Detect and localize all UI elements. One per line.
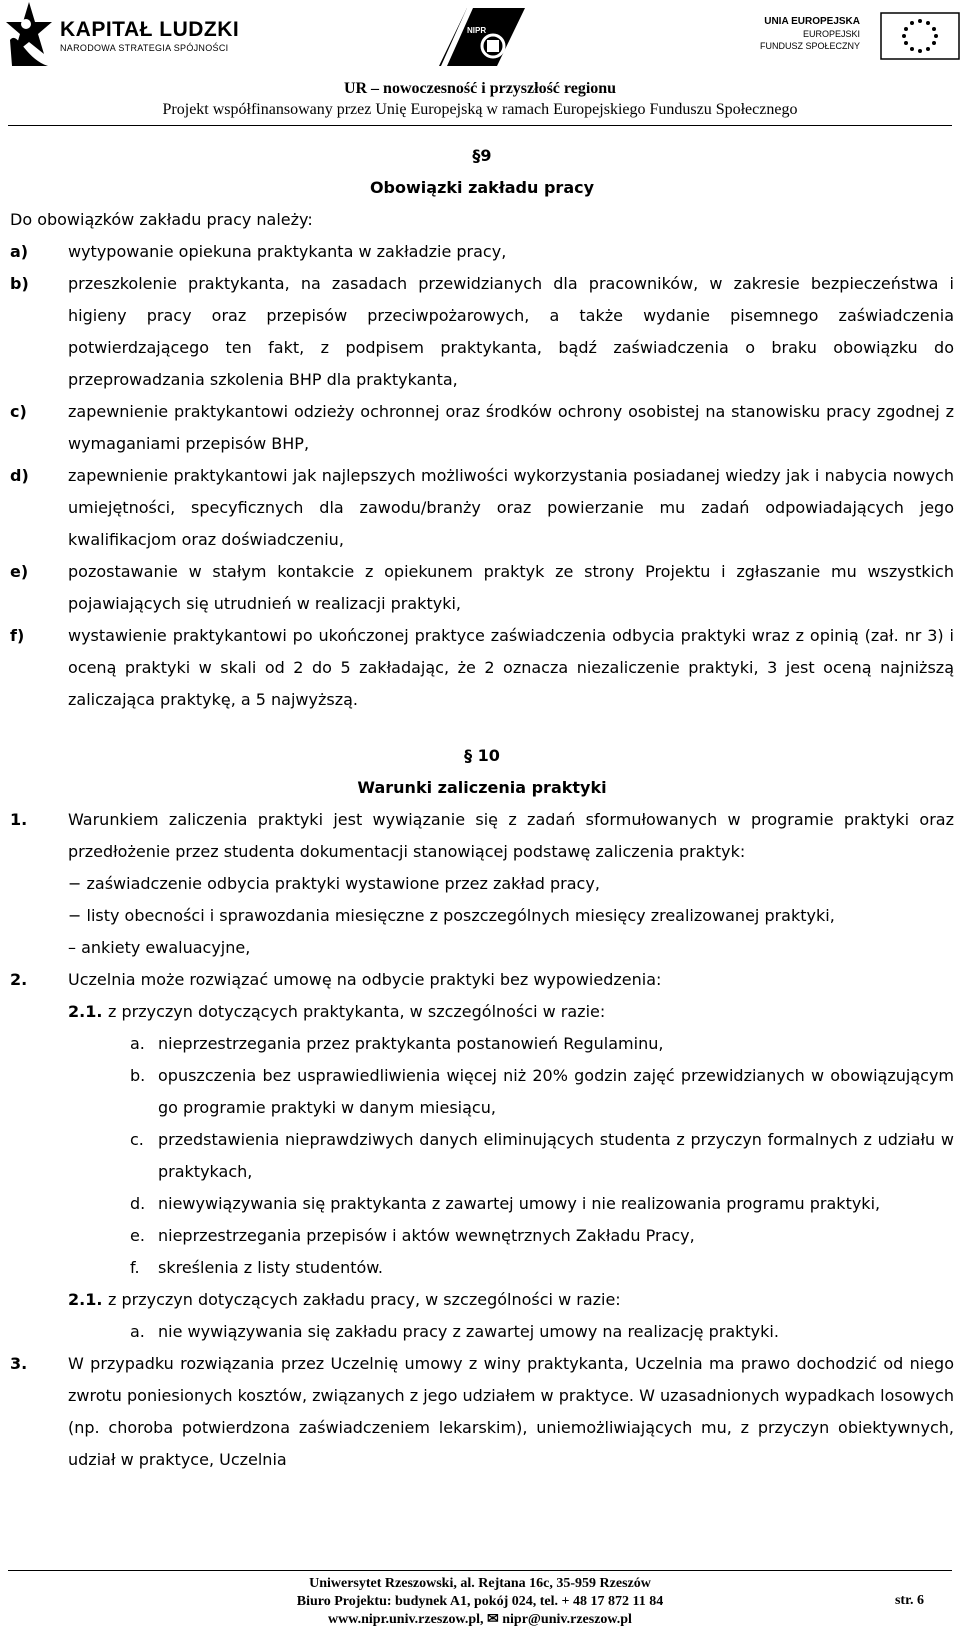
p21b-list-item-text: nie wywiązywania się zakładu pracy z zawartej umowy na realizację praktyki. [158, 1322, 779, 1341]
s10-point-2-1b [10, 1284, 954, 1316]
s9-list-item-text: pozostawanie w stałym kontakcie z opiekunem praktyk ze strony Projektu i zgłaszanie mu wszystkich pojawiających się utrudnień w realizacji praktyki, [68, 562, 954, 613]
header-line1: UR – nowoczesność i przyszłość regionu [343, 80, 617, 97]
p21a-list-item-label: e. [130, 1226, 145, 1245]
eu-line3: FUNDUSZ SPOŁECZNY [759, 41, 860, 51]
kapital-ludzki-title: KAPITAŁ LUDZKI [60, 18, 240, 41]
footer-divider [8, 1570, 952, 1571]
s10-point-2-1b-label: 2.1. [68, 1290, 103, 1309]
section-10-symbol: § 10 [464, 746, 500, 765]
s9-list-item-label: f) [10, 626, 25, 645]
p21b-list-item-label: a. [130, 1322, 145, 1341]
s10-point-3-label: 3. [10, 1354, 28, 1373]
p21a-list-item [10, 1188, 954, 1220]
s9-list-item-label: c) [10, 402, 27, 421]
s10-point-2-1a [10, 996, 954, 1028]
section-9-title: Obowiązki zakładu pracy [369, 178, 595, 197]
document-body [10, 140, 954, 1476]
s10-point-1-text: Warunkiem zaliczenia praktyki jest wywiązanie się z zadań sformułowanych w programie praktyki oraz przedłożenie przez studenta dokumentacji stanowiącej podstawę zaliczenia praktyk: [68, 810, 954, 861]
s10-point-2-1b-text: z przyczyn dotyczących zakładu pracy, w szczególności w razie: [108, 1290, 621, 1309]
s9-list-item [10, 396, 954, 460]
s9-list-item [10, 620, 954, 716]
section-10-title: Warunki zaliczenia praktyki [357, 778, 607, 797]
p21a-list-item-label: a. [130, 1034, 145, 1053]
p21a-list-item-text: nieprzestrzegania przepisów i aktów wewnętrznych Zakładu Pracy, [158, 1226, 695, 1245]
p21a-list-item-text: niewywiązywania się praktykanta z zawartej umowy i nie realizowania programu praktyki, [158, 1194, 881, 1213]
s10-dash-3: – ankiety ewaluacyjne, [68, 938, 251, 957]
s10-point-1-label: 1. [10, 810, 28, 829]
header-divider [8, 125, 952, 126]
s9-list-item [10, 236, 954, 268]
kapital-ludzki-star-icon [4, 0, 54, 70]
nipr-logo [427, 4, 527, 73]
p21a-list-item [10, 1252, 954, 1284]
p21a-list-item [10, 1060, 954, 1124]
section-9-intro: Do obowiązków zakładu pracy należy: [10, 210, 313, 229]
s10-point-2-1a-list [10, 1028, 954, 1284]
s9-list-item-text: wystawienie praktykantowi po ukończonej praktyce zaświadczenia odbycia praktyki wraz z opinią (zał. nr 3) i oceną praktyki w skali od 2 do 5 zakładając, że 2 oznacza niezaliczenie praktyki, 3 jest oceną najniższą zaliczająca praktykę, a 5 najwyższą. [68, 626, 954, 709]
nipr-label: NIPR [467, 26, 487, 35]
s10-point-2-1b-list [10, 1316, 954, 1348]
nipr-emblem-icon [427, 4, 527, 68]
p21a-list-item-text: nieprzestrzegania przez praktykanta postanowień Regulaminu, [158, 1034, 664, 1053]
p21a-list-item-label: c. [130, 1130, 144, 1149]
p21a-list-item-label: b. [130, 1066, 146, 1085]
p21a-list-item [10, 1220, 954, 1252]
s10-point-2-1a-label: 2.1. [68, 1002, 103, 1021]
p21a-list-item [10, 1124, 954, 1188]
footer-office: Biuro Projektu: budynek A1, pokój 024, tel. + 48 17 872 11 84 [296, 1594, 664, 1609]
s9-list-item-text: wytypowanie opiekuna praktykanta w zakładzie pracy, [68, 242, 507, 261]
s9-list-item-text: zapewnienie praktykantowi jak najlepszych możliwości wykorzystania posiadanej wiedzy jak i nabycia nowych umiejętności, specyficznych dla zawodu/branży oraz powierzanie mu zadań odpowiadających jego kwalifikacjom oraz doświadczeniu, [68, 466, 954, 549]
s9-list-item-text: przeszkolenie praktykanta, na zasadach przewidzianych dla pracowników, w zakresie bezpieczeństwa i higieny pracy oraz przepisów przeciwpożarowych, a także wydanie pisemnego zaświadczenia potwierdzającego ten fakt, z podpisem praktykanta, bądź zaświadczenia o braku obowiązku do przeprowadzania szkolenia BHP dla praktykanta, [68, 274, 954, 389]
eu-logo [760, 12, 960, 64]
p21b-list-item [10, 1316, 954, 1348]
p21a-list-item [10, 1028, 954, 1060]
spacer [10, 716, 954, 740]
s9-list-item-text: zapewnienie praktykantowi odzieży ochronnej oraz środków ochrony osobistej na stanowisku pracy zgodnej z wymaganiami przepisów BHP, [68, 402, 954, 453]
p21a-list-item-text: skreślenia z listy studentów. [158, 1258, 383, 1277]
section-9-symbol: §9 [472, 146, 492, 165]
page-number: str. 6 [894, 1593, 924, 1608]
p21a-list-item-label: f. [130, 1258, 140, 1277]
s10-point-3-text: W przypadku rozwiązania przez Uczelnię umowy z winy praktykanta, Uczelnia ma prawo dochodzić od niego zwrotu poniesionych kosztów, związanych z jego udziałem w praktyce. W uzasadnionych wypadkach losowych (np. choroba potwierdzona zaświadczeniem lekarskim), uniemożliwiających mu, z przyczyn obiektywnych, udział w praktyce, Uczelnia [68, 1354, 954, 1469]
p21a-list-item-text: opuszczenia bez usprawiedliwienia więcej niż 20% godzin zajęć przewidzianych w obowiązującym go programie praktyki w danym miesiącu, [158, 1066, 954, 1117]
kapital-ludzki-logo [4, 0, 244, 72]
s9-list-item [10, 460, 954, 556]
header-line2: Projekt współfinansowany przez Unię Europejską w ramach Europejskiego Funduszu Społecznego [162, 101, 798, 118]
s9-list-item-label: e) [10, 562, 29, 581]
s9-list-item-label: a) [10, 242, 29, 261]
eu-line1: UNIA EUROPEJSKA [764, 16, 860, 27]
s9-list-item-label: d) [10, 466, 29, 485]
s10-point-2-1a-text: z przyczyn dotyczących praktykanta, w szczególności w razie: [108, 1002, 606, 1021]
s10-point-2-text: Uczelnia może rozwiązać umowę na odbycie praktyki bez wypowiedzenia: [68, 970, 662, 989]
s9-list-item [10, 556, 954, 620]
eu-text [760, 16, 860, 52]
footer-contact: www.nipr.univ.rzeszow.pl, ✉ nipr@univ.rzeszow.pl [328, 1612, 632, 1627]
p21a-list-item-text: przedstawienia nieprawdziwych danych eliminujących studenta z przyczyn formalnych z udziału w praktykach, [158, 1130, 954, 1181]
page-footer [0, 1575, 960, 1629]
s10-dash-1: − zaświadczenie odbycia praktyki wystawione przez zakład pracy, [68, 874, 600, 893]
s10-point-3 [10, 1348, 954, 1476]
s10-point-1 [10, 804, 954, 868]
kapital-ludzki-subtitle: NARODOWA STRATEGIA SPÓJNOŚCI [60, 43, 229, 53]
eu-line2: EUROPEJSKI [802, 29, 860, 39]
p21a-list-item-label: d. [130, 1194, 146, 1213]
page-header [0, 0, 960, 126]
eu-flag-icon [880, 12, 960, 60]
s10-dash-2: − listy obecności i sprawozdania miesięczne z poszczególnych miesięcy zrealizowanej praktyki, [68, 906, 835, 925]
s10-point-2-label: 2. [10, 970, 28, 989]
s9-list-item [10, 268, 954, 396]
footer-address: Uniwersytet Rzeszowski, al. Rejtana 16c, 35-959 Rzeszów [309, 1576, 651, 1591]
s9-list-item-label: b) [10, 274, 29, 293]
s10-point-2 [10, 964, 954, 996]
section-9-list [10, 236, 954, 716]
